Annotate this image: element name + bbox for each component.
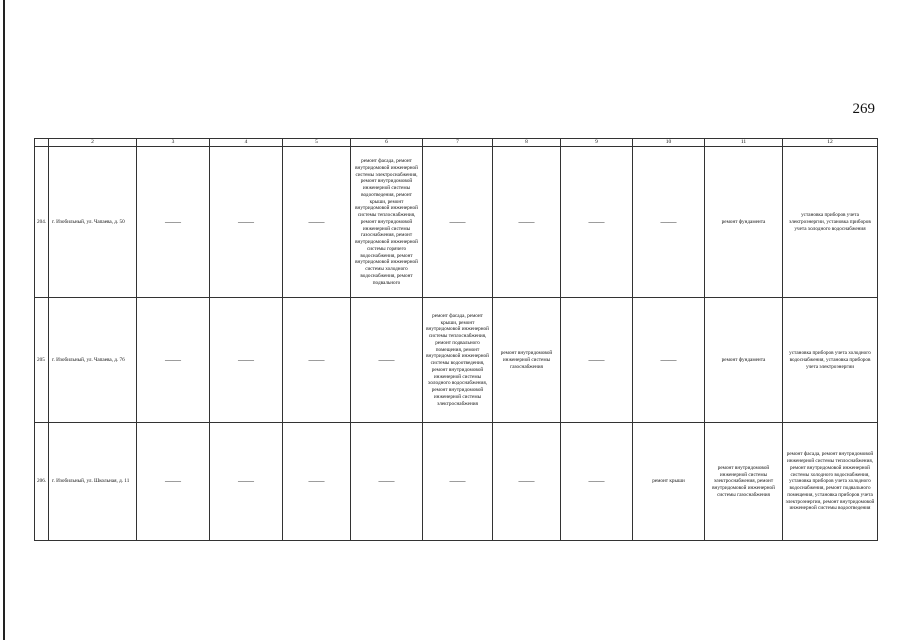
cell: установка приборов учета электроэнергии, установка приборов учета холодного водоснабжения xyxy=(783,147,878,298)
column-header: 5 xyxy=(283,139,351,147)
row-address: г. Изобильный, ул. Школьная, д. 11 xyxy=(49,423,137,541)
cell: —— xyxy=(493,147,561,298)
cell: —— xyxy=(137,298,210,423)
row-number: 204. xyxy=(35,147,49,298)
column-header: 10 xyxy=(633,139,705,147)
cell: —— xyxy=(633,298,705,423)
cell: —— xyxy=(137,147,210,298)
cell: —— xyxy=(493,423,561,541)
cell: ремонт крыши xyxy=(633,423,705,541)
column-header: 3 xyxy=(137,139,210,147)
column-header: 4 xyxy=(210,139,283,147)
table-row xyxy=(35,147,878,298)
row-number: 206. xyxy=(35,423,49,541)
cell: —— xyxy=(423,423,493,541)
page-left-rule xyxy=(3,0,5,640)
column-header: 12 xyxy=(783,139,878,147)
column-header: 7 xyxy=(423,139,493,147)
cell: —— xyxy=(633,147,705,298)
cell: —— xyxy=(561,423,633,541)
table-row xyxy=(35,298,878,423)
cell: —— xyxy=(351,298,423,423)
column-header: 6 xyxy=(351,139,423,147)
cell: ремонт фасада, ремонт крыши, ремонт внутридомовой инженерной системы теплоснабжения, ремонт подвального помещения, ремонт внутридомовой инженерной системы водоотведения, ремонт внутридомовой инженерной системы холодного водоснабжения, ремонт внутридомовой инженерной системы электроснабжения xyxy=(423,298,493,423)
cell xyxy=(351,147,423,298)
cell: —— xyxy=(283,147,351,298)
column-header: 8 xyxy=(493,139,561,147)
cell-text: ремонт фасада, ремонт внутридомовой инженерной системы электроснабжения, ремонт внутридомовой инженерной системы водоотведения, ремонт крыши, ремонт внутридомовой инженерной системы теплоснабжения, ремонт внутридомовой инженерной системы газоснабжения, ремонт внутридомовой инженерной системы горячего водоснабжения, ремонт внутридомовой инженерной системы холодного водоснабжения, ремонт подвального xyxy=(355,158,418,286)
row-number: 205 xyxy=(35,298,49,423)
column-header xyxy=(35,139,49,147)
cell: —— xyxy=(561,147,633,298)
page-number: 269 xyxy=(852,101,875,117)
cell: ремонт фундамента xyxy=(705,147,783,298)
cell: —— xyxy=(283,423,351,541)
cell: —— xyxy=(210,147,283,298)
cell: —— xyxy=(210,298,283,423)
cell: —— xyxy=(283,298,351,423)
row-address: г. Изобильный, ул. Чапаева, д. 50 xyxy=(49,147,137,298)
cell: —— xyxy=(137,423,210,541)
cell: ремонт внутридомовой инженерной системы газоснабжения xyxy=(493,298,561,423)
cell: —— xyxy=(351,423,423,541)
cell: установка приборов учета холодного водоснабжения, установка приборов учета электроэнергии xyxy=(783,298,878,423)
column-header: 11 xyxy=(705,139,783,147)
cell: ремонт фундамента xyxy=(705,298,783,423)
table-row xyxy=(35,423,878,541)
cell: ремонт внутридомовой инженерной системы электроснабжения, ремонт внутридомовой инженерной системы газоснабжения xyxy=(705,423,783,541)
row-address: г. Изобильный, ул. Чапаева, д. 76 xyxy=(49,298,137,423)
column-numbers-row xyxy=(35,139,878,147)
column-header: 2 xyxy=(49,139,137,147)
cell: ремонт фасада, ремонт внутридомовой инженерной системы теплоснабжения, ремонт внутридомовой инженерной системы холодного водоснабжения, установка приборов учета холодного водоснабжения, ремонт подвального помещения, установка приборов учета электроэнергии, ремонт внутридомовой инженерной системы водоотведения xyxy=(783,423,878,541)
repair-plan-table xyxy=(34,138,878,541)
cell: —— xyxy=(423,147,493,298)
column-header: 9 xyxy=(561,139,633,147)
cell: —— xyxy=(561,298,633,423)
cell: —— xyxy=(210,423,283,541)
